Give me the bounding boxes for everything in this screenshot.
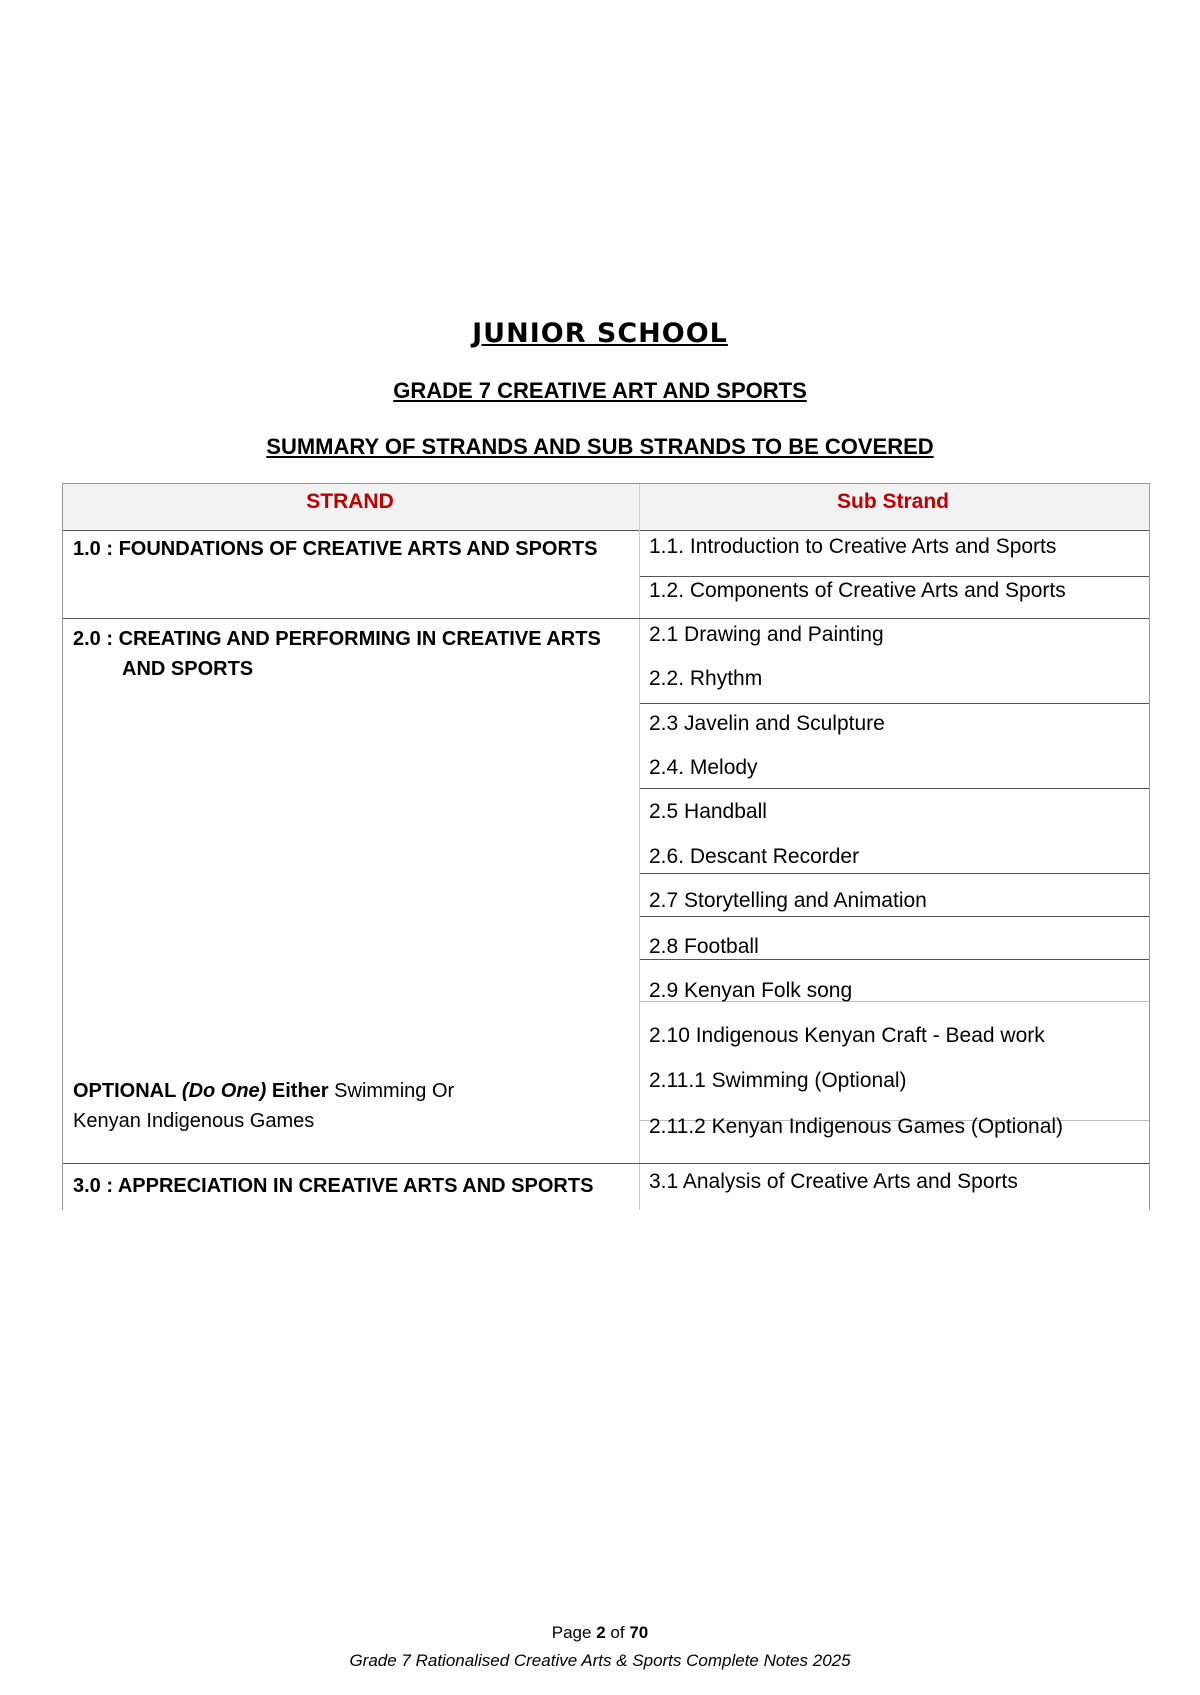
summary-title: SUMMARY OF STRANDS AND SUB STRANDS TO BE COVERED bbox=[266, 434, 934, 459]
strand-2-line1: 2.0 : CREATING AND PERFORMING IN CREATIVE ARTS bbox=[73, 628, 601, 650]
sub-divider bbox=[640, 788, 1149, 789]
strand-2 bbox=[73, 624, 628, 684]
sub-strand-item: 1.2. Components of Creative Arts and Sports bbox=[649, 579, 1066, 602]
sub-divider bbox=[640, 959, 1149, 960]
optional-do-one: (Do One) bbox=[181, 1080, 267, 1102]
sub-strand-item: 2.5 Handball bbox=[649, 800, 767, 823]
optional-either: Either bbox=[271, 1080, 329, 1102]
column-divider bbox=[639, 484, 640, 1210]
sub-strand-item: 2.9 Kenyan Folk song bbox=[649, 979, 853, 1002]
strand-2-line2: AND SPORTS bbox=[122, 658, 254, 680]
sub-divider bbox=[640, 1163, 1149, 1164]
header-strand: STRAND bbox=[306, 490, 394, 513]
sub-strand-item: 2.4. Melody bbox=[649, 756, 758, 779]
row-divider bbox=[63, 1163, 640, 1164]
grade-title: GRADE 7 CREATIVE ART AND SPORTS bbox=[393, 378, 807, 403]
footer-doc-title: Grade 7 Rationalised Creative Arts & Sports Complete Notes 2025 bbox=[349, 1651, 851, 1670]
sub-strand-item: 1.1. Introduction to Creative Arts and Sports bbox=[649, 535, 1057, 558]
sub-strand-item: 2.11.1 Swimming (Optional) bbox=[649, 1069, 907, 1092]
sub-strand-item: 2.3 Javelin and Sculpture bbox=[649, 712, 885, 735]
page-word: Page bbox=[551, 1623, 592, 1642]
header-sub-strand: Sub Strand bbox=[836, 490, 949, 513]
sub-strand-item: 2.11.2 Kenyan Indigenous Games (Optional) bbox=[649, 1115, 1064, 1138]
strands-table bbox=[62, 483, 1150, 1210]
optional-line2: Kenyan Indigenous Games bbox=[73, 1110, 315, 1132]
page-number bbox=[0, 1623, 1200, 1643]
strand-1: 1.0 : FOUNDATIONS OF CREATIVE ARTS AND SPORTS bbox=[73, 538, 598, 560]
page-current: 2 bbox=[596, 1623, 606, 1642]
of-word: of bbox=[610, 1623, 625, 1642]
page-total: 70 bbox=[629, 1623, 649, 1642]
table-header-row bbox=[63, 484, 1149, 531]
sub-strand-item: 2.10 Indigenous Kenyan Craft - Bead work bbox=[649, 1024, 1045, 1047]
strand-3: 3.0 : APPRECIATION IN CREATIVE ARTS AND SPORTS bbox=[73, 1175, 594, 1197]
sub-divider bbox=[640, 873, 1149, 874]
sub-strand-item: 2.1 Drawing and Painting bbox=[649, 623, 884, 646]
row-divider bbox=[63, 618, 640, 619]
sub-strand-item: 3.1 Analysis of Creative Arts and Sports bbox=[649, 1170, 1018, 1193]
sub-strand-item: 2.8 Football bbox=[649, 935, 759, 958]
optional-line1-rest: Swimming Or bbox=[334, 1080, 455, 1102]
optional-note bbox=[73, 1076, 628, 1136]
sub-divider bbox=[640, 703, 1149, 704]
sub-strand-item: 2.6. Descant Recorder bbox=[649, 845, 860, 868]
school-heading: JUNIOR SCHOOL bbox=[472, 318, 728, 349]
sub-strand-item: 2.7 Storytelling and Animation bbox=[649, 889, 927, 912]
sub-divider bbox=[640, 576, 1149, 577]
sub-divider bbox=[640, 916, 1149, 917]
sub-strand-item: 2.2. Rhythm bbox=[649, 667, 763, 690]
sub-divider bbox=[640, 618, 1149, 619]
optional-label: OPTIONAL bbox=[73, 1080, 177, 1102]
